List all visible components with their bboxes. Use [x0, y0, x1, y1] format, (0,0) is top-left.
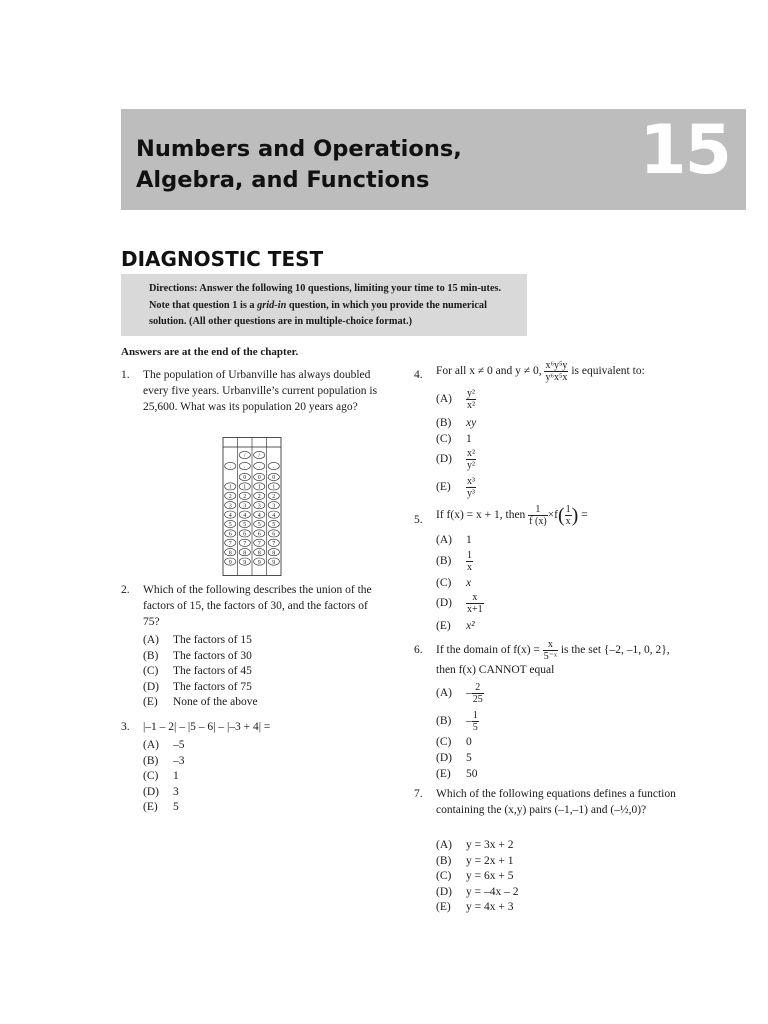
expression-fraction: $\frac{\text{x⁶y⁵y}}{\text{y⁶x⁵x}}$: [545, 360, 568, 383]
digit-bubble-9-label: 9: [257, 559, 261, 566]
choice-b[interactable]: (B) The factors of 30: [143, 649, 252, 662]
choice-e[interactable]: (E) None of the above: [143, 696, 258, 708]
question-stem: If the domain of f(x) = $\frac{x}{\text{5⁻ˣ}}$ is the set {–2, –1, 0, 2}, then f(x) CANNOT equal: [436, 639, 670, 676]
digit-bubble-5-label: 5: [228, 522, 232, 529]
question-stem: If f(x) = x + 1, then $\frac{1}{f (x)}$ ×f( $\frac{1}{x}$ ) =: [436, 504, 588, 527]
digit-bubble-9-label: 9: [243, 559, 247, 566]
choice-b[interactable]: (B) –3: [143, 754, 185, 767]
digit-bubble-0-label: 0: [272, 475, 276, 482]
digit-bubble-7-label: 7: [228, 541, 232, 547]
choice-d[interactable]: (D) y = –4x – 2: [436, 885, 519, 898]
question-5: [414, 504, 704, 634]
choice-d[interactable]: (D) $\frac{x}{x+1}$: [436, 592, 483, 615]
grid-in-answer-grid[interactable]: [222, 437, 284, 577]
directions-emphasis: grid-in: [257, 299, 287, 311]
digit-bubble-7-label: 7: [243, 541, 247, 547]
choice-d[interactable]: (D) The factors of 75: [143, 680, 252, 693]
digit-bubble-3-label: 3: [272, 503, 276, 510]
digit-bubble-4-label: 4: [243, 512, 247, 519]
question-stem: Which of the following describes the union of the factors of 15, the factors of 30, and the factors of 75?: [143, 584, 372, 628]
digit-bubble-3-label: 3: [243, 503, 247, 510]
digit-bubble-1-label: 1: [257, 484, 261, 491]
digit-bubble-4-label: 4: [272, 512, 276, 519]
choice-a[interactable]: (A) The factors of 15: [143, 634, 252, 646]
choice-a[interactable]: (A) –5: [143, 739, 185, 751]
choice-c[interactable]: (C) 1: [436, 433, 472, 445]
choice-d[interactable]: (D) $\frac{\text{x²}}{\text{y²}}$: [436, 448, 475, 471]
digit-bubble-1-label: 1: [228, 484, 232, 491]
choice-d[interactable]: (D) 5: [436, 752, 472, 764]
digit-bubble-7-label: 7: [257, 541, 261, 547]
choice-b[interactable]: (B) $\frac{1}{x}$: [436, 550, 472, 573]
digit-bubble-3-label: 3: [228, 503, 232, 510]
choice-b[interactable]: (B) y = 2x + 1: [436, 854, 514, 867]
digit-bubble-5-label: 5: [272, 522, 276, 529]
digit-bubble-2-label: 2: [228, 494, 232, 500]
answers-note: Answers are at the end of the chapter.: [121, 346, 299, 358]
chapter-banner: [121, 109, 746, 210]
digit-bubble-4-label: 4: [257, 512, 261, 519]
digit-bubble-4-label: 4: [228, 512, 232, 519]
question-7: [414, 786, 704, 921]
question-number: 2.: [121, 584, 130, 596]
chapter-number: 15: [639, 111, 730, 190]
question-stem: The population of Urbanville has always doubled every five years. Urbanville’s current population is 25,600. What was its population 20 years ago?: [143, 369, 378, 413]
question-6: [414, 639, 704, 779]
choice-c[interactable]: (C) 0: [436, 736, 472, 748]
question-stem: Which of the following equations defines a function containing the (x,y) pairs (–1,–1) and (–½,0)?: [436, 788, 676, 816]
digit-bubble-5-label: 5: [243, 522, 247, 529]
question-number: 7.: [414, 788, 423, 800]
digit-bubble-6-label: 6: [243, 531, 247, 538]
question-stem: For all x ≠ 0 and y ≠ 0, $\frac{\text{x⁶y⁵y}}{\text{y⁶x⁵x}}$ is equivalent to:: [436, 360, 645, 383]
chapter-title: [136, 134, 462, 196]
question-number: 6.: [414, 644, 423, 656]
choice-e[interactable]: (E) 50: [436, 768, 478, 780]
choice-d[interactable]: (D) 3: [143, 785, 179, 798]
question-number: 1.: [121, 369, 130, 381]
section-title: DIAGNOSTIC TEST: [121, 247, 324, 271]
slash-bubble-label: /: [243, 453, 246, 460]
choice-e[interactable]: (E) y = 4x + 3: [436, 901, 514, 913]
digit-bubble-6-label: 6: [228, 531, 232, 538]
slash-bubble-label: /: [258, 453, 261, 460]
question-number: 5.: [414, 514, 423, 526]
digit-bubble-6-label: 6: [272, 531, 276, 538]
question-2: [121, 582, 381, 712]
choice-e[interactable]: (E) 5: [143, 801, 179, 813]
digit-bubble-2-label: 2: [243, 494, 247, 500]
choice-c[interactable]: (C) y = 6x + 5: [436, 870, 514, 882]
question-1: [121, 367, 381, 437]
choice-a[interactable]: (A) 1: [436, 534, 472, 546]
decimal-bubble-label: .: [258, 464, 260, 471]
choice-a[interactable]: (A) – $\frac{2}{25}$: [436, 682, 483, 705]
digit-bubble-9-label: 9: [228, 559, 232, 566]
decimal-bubble-label: .: [244, 464, 246, 471]
digit-bubble-3-label: 3: [257, 503, 261, 510]
chapter-title-line1: Numbers and Operations,: [136, 136, 462, 162]
digit-bubble-8-label: 8: [257, 550, 261, 557]
choice-a[interactable]: (A) y = 3x + 2: [436, 839, 514, 851]
choice-c[interactable]: (C) 1: [143, 770, 179, 782]
digit-bubble-6-label: 6: [257, 531, 261, 538]
digit-bubble-9-label: 9: [272, 559, 276, 566]
question-3: [121, 719, 381, 819]
choice-a[interactable]: (A) $\frac{\text{y²}}{\text{x²}}$: [436, 388, 475, 411]
digit-bubble-8-label: 8: [228, 550, 232, 557]
choice-c[interactable]: (C) x: [436, 577, 472, 589]
digit-bubble-8-label: 8: [272, 550, 276, 557]
decimal-bubble-label: .: [229, 464, 231, 471]
directions-box: [121, 274, 527, 336]
digit-bubble-0-label: 0: [257, 475, 261, 482]
digit-bubble-2-label: 2: [272, 494, 276, 500]
choice-b[interactable]: (B) – $\frac{1}{5}$: [436, 710, 478, 733]
question-number: 3.: [121, 721, 130, 733]
digit-bubble-7-label: 7: [272, 541, 276, 547]
question-number: 4.: [414, 369, 423, 381]
digit-bubble-8-label: 8: [243, 550, 247, 557]
question-4: [414, 360, 704, 510]
chapter-title-line2: Algebra, and Functions: [136, 167, 430, 193]
digit-bubble-5-label: 5: [257, 522, 261, 529]
choice-c[interactable]: (C) The factors of 45: [143, 665, 252, 677]
question-stem: |–1 – 2| – |5 – 6| – |–3 + 4| =: [143, 721, 271, 733]
choice-e[interactable]: (E) x²: [436, 620, 475, 632]
decimal-bubble-label: .: [273, 464, 275, 471]
digit-bubble-2-label: 2: [257, 494, 261, 500]
digit-bubble-1-label: 1: [272, 484, 276, 491]
digit-bubble-1-label: 1: [243, 484, 247, 491]
digit-bubble-0-label: 0: [243, 475, 247, 482]
choice-b[interactable]: (B) xy: [436, 417, 477, 429]
directions-text: Directions: Answer the following 10 questions, limiting your time to 15 min-utes. Note that question 1 is a grid-in question, in which you provide the numerical solution. (All other questions are in multiple-choice format.): [149, 283, 502, 327]
grid-columns[interactable]: [223, 438, 281, 576]
choice-e[interactable]: (E) $\frac{\text{x³}}{\text{y³}}$: [436, 476, 475, 499]
